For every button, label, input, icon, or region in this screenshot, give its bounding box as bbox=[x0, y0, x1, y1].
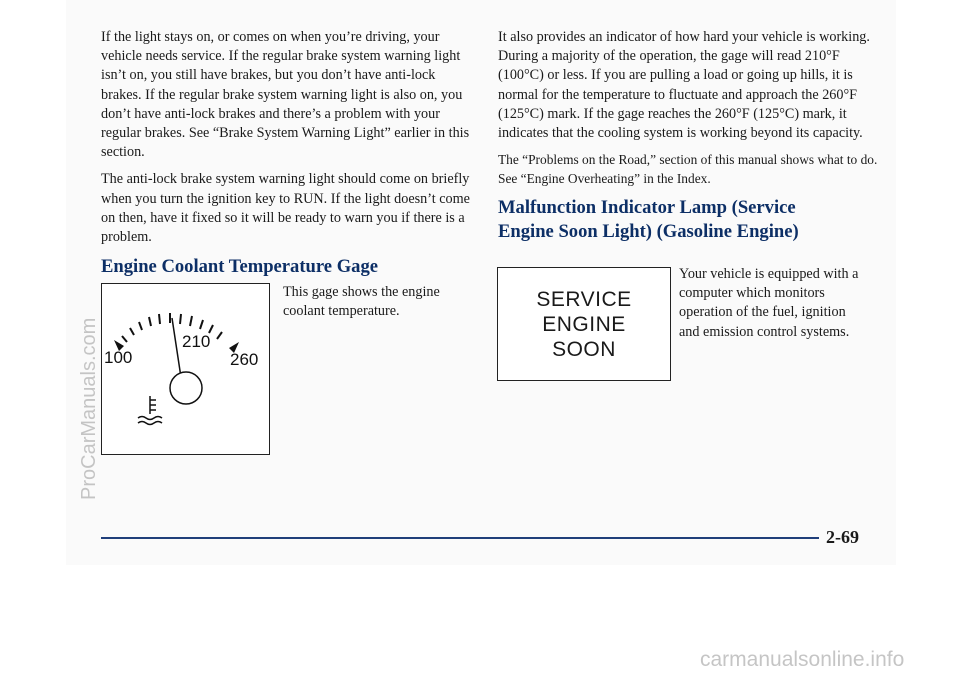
coolant-gage-heading: Engine Coolant Temperature Gage bbox=[101, 256, 379, 278]
gauge-caption bbox=[283, 283, 473, 329]
gauge-caption-text: This gage shows the engine coolant temperature. bbox=[283, 284, 440, 320]
coolant-temperature-icon bbox=[138, 396, 162, 425]
lamp-line-2: ENGINE bbox=[542, 312, 626, 336]
lamp-caption bbox=[679, 265, 869, 350]
mil-heading-line-2: Engine Soon Light) (Gasoline Engine) bbox=[498, 221, 799, 243]
left-paragraph-2: The anti-lock brake system warning light should come on briefly when you turn the ignition key to RUN. If the light doesn’t come on then, have it fixed so it will be ready to warn you if there is a problem. bbox=[101, 171, 470, 246]
right-column bbox=[498, 28, 878, 244]
mil-heading-line-1: Malfunction Indicator Lamp (Service bbox=[498, 197, 796, 219]
footer-rule bbox=[101, 537, 819, 539]
lamp-line-3: SOON bbox=[552, 337, 616, 361]
watermark-bottom: carmanualsonline.info bbox=[700, 648, 905, 671]
right-paragraph-2: The “Problems on the Road,” section of this manual shows what to do. See “Engine Overheating” in the Index. bbox=[498, 152, 878, 186]
gauge-label-left: 100 bbox=[104, 348, 133, 367]
lamp-line-1: SERVICE bbox=[536, 287, 632, 311]
left-paragraph-1: If the light stays on, or comes on when you’re driving, your vehicle needs service. If the regular brake system warning light isn’t on, you still have brakes, but you don’t have anti-lock brakes. If the regular brake system warning light is also on, you don’t have anti-lock brakes and there’s a problem with your regular brakes. See “Brake System Warning Light” earlier in this section. bbox=[101, 29, 470, 161]
gauge-label-mid: 210 bbox=[182, 332, 211, 351]
left-column bbox=[101, 28, 473, 279]
page-number: 2-69 bbox=[826, 527, 859, 547]
service-engine-soon-lamp bbox=[497, 267, 671, 381]
coolant-gauge-illustration bbox=[101, 283, 270, 455]
lamp-caption-text: Your vehicle is equipped with a computer which monitors operation of the fuel, ignition and emission control systems. bbox=[679, 266, 859, 340]
right-paragraph-1: It also provides an indicator of how hard your vehicle is working. During a majority of the operation, the gage will read 210°F (100°C) or less. If you are pulling a load or going up hills, it is normal for the temperature to fluctuate and approach the 260°F (125°C) mark. If the gage reaches the 260°F (125°C) mark, it indicates that the cooling system is working beyond its capacity. bbox=[498, 29, 870, 142]
watermark-vertical: ProCarManuals.com bbox=[78, 317, 100, 500]
gauge-label-right: 260 bbox=[230, 350, 259, 369]
